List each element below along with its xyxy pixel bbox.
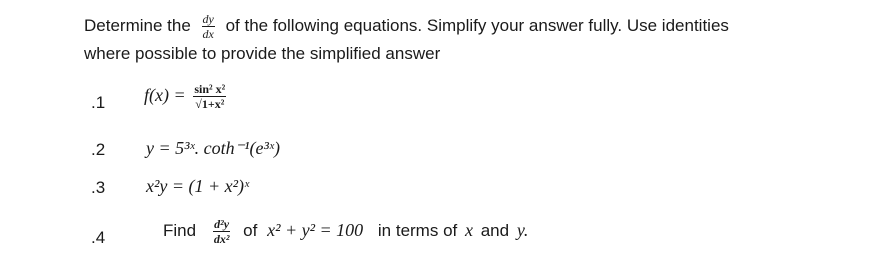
q1-numerator: sin² x² <box>194 82 226 96</box>
instruction-text-start: Determine the <box>84 15 191 35</box>
dy-dx-fraction <box>202 13 215 40</box>
circle-equation: x² + y² = 100 <box>267 219 364 240</box>
second-derivative-fraction <box>213 218 231 245</box>
question-1-expression <box>144 83 226 110</box>
in-terms-of-label: in terms of <box>377 220 458 240</box>
function-lhs: f(x) = <box>144 84 186 105</box>
instruction-line-2 <box>84 44 440 64</box>
question-1-number: .1 <box>91 93 106 112</box>
question-3-expression: x²y = (1 + x²)ˣ <box>146 176 250 196</box>
question-3-number: .3 <box>91 178 106 197</box>
fraction-denominator: dx <box>202 27 214 41</box>
instruction-text-line2: where possible to provide the simplified answer <box>84 44 441 63</box>
q1-denominator: √1+x² <box>195 97 225 111</box>
question-2-expression: y = 5³ˣ. coth⁻¹(e³ˣ) <box>146 138 280 158</box>
find-label: Find <box>163 220 197 240</box>
question-1-fraction <box>193 83 226 110</box>
q4-denominator: dx² <box>213 232 230 246</box>
question-4-expression <box>163 218 528 245</box>
q4-numerator: d²y <box>214 217 230 231</box>
fraction-numerator: dy <box>202 12 214 26</box>
instruction-line-1 <box>84 13 729 40</box>
variable-y: y. <box>516 219 529 240</box>
variable-x: x <box>464 219 473 240</box>
question-2-number: .2 <box>91 140 106 159</box>
instruction-text-end: of the following equations. Simplify your answer fully. Use identities <box>225 15 729 35</box>
of-label: of <box>243 220 258 240</box>
and-label: and <box>480 220 510 240</box>
question-4-number: .4 <box>91 228 106 247</box>
